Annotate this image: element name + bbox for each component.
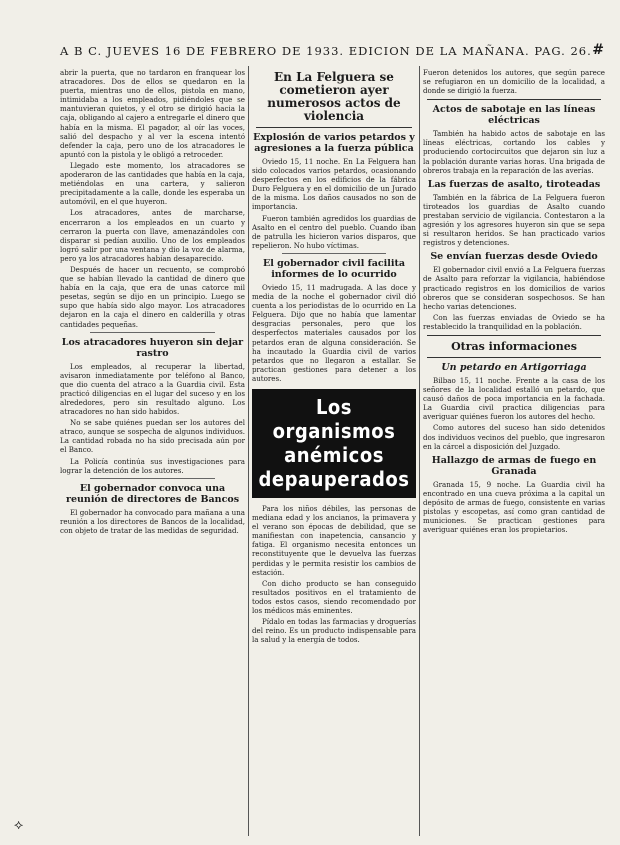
section-divider (282, 253, 386, 254)
page-corner-mark-icon: ⟡ (14, 817, 24, 833)
article-paragraph: Llegado este momento, los atracadores se apoderaron de las cantidades que había en la caja, metiéndolas en una cartera, y salieron precipitadamente a la calle, donde les esperaba un automóvil, en el que huyeron. (60, 160, 245, 207)
article-paragraph: Después de hacer un recuento, se comprobó que se habían llevado la cantidad de dinero que había en la caja, que era de unas catorce mil pesetas, según se dijo en un principio. Luego se supo que había sido algo mayor. Los atracadores dejaron en la caja el dinero en calderilla y otras cantidades pequeñas. (60, 264, 245, 329)
section-divider (427, 335, 601, 336)
headline-explosion: Explosión de varios petardos y agresiones a la fuerza pública (253, 132, 415, 154)
advert-paragraph: Pídalo en todas las farmacias y droguerías del reino. Es un producto indispensable para la salud y la energía de todos. (252, 617, 416, 645)
article-paragraph: El gobernador ha convocado para mañana a una reunión a los directores de Bancos de la localidad, con objeto de tratar de las medidas de seguridad. (60, 507, 245, 535)
page-header (60, 44, 605, 60)
headline-gobernador-civil: El gobernador civil facilita informes de lo ocurrido (262, 257, 406, 280)
article-paragraph: También en la fábrica de La Felguera fueron tiroteados los guardias de Asalto cuando prestaban servicio de vigilancia. Contestaron a la agresión y los agresores huyeron sin que se sepa si resultaron heridos. Se han practicado varios registros y detenciones. (423, 192, 605, 248)
article-paragraph: La Policía continúa sus investigaciones para lograr la detención de los autores. (60, 456, 245, 475)
column-2 (252, 68, 416, 836)
headline-felguera: En La Felguera se cometieron ayer numerosos actos de violencia (267, 70, 401, 123)
article-paragraph: Los atracadores, antes de marcharse, encerraron a los empleados en un cuarto y cerraron la puerta con llave, amenazándoles con disparar si pedían auxilio. Uno de los empleados logró salir por una ventana y dio la voz de alarma, pero ya los atracadores habían desaparecido. (60, 208, 245, 263)
advert-paragraph: Con dicho producto se han conseguido resultados positivos en el tratamiento de todos estos casos, siendo recomendado por los médicos más eminentes. (252, 578, 416, 615)
article-paragraph: Con las fuerzas enviadas de Oviedo se ha restablecido la tranquilidad en la población. (423, 312, 605, 331)
article-paragraph: Los empleados, al recuperar la libertad, avisaron inmediatamente por teléfono al Banco, que dio cuenta del atraco a la Guardia civil. Esta practicó diligencias en el lugar del suceso y en los alrededores, pero sin resultado alguno. Los atracadores no han sido habidos. (60, 361, 245, 417)
headline-sabotaje: Actos de sabotaje en las líneas eléctricas (432, 104, 596, 127)
advert-headline: Los organismos anémicos depauperados (252, 389, 416, 498)
section-divider (427, 99, 601, 100)
article-paragraph: Granada 15, 9 noche. La Guardia civil ha encontrado en una cueva próxima a la capital un depósito de armas de fuego, consistente en varias pistolas y escopetas, así como gran cantidad de municiones. Se practican gestiones para averiguar quiénes eran los propietarios. (423, 479, 605, 535)
section-divider (256, 127, 412, 128)
advert-paragraph: Para los niños débiles, las personas de mediana edad y los ancianos, la primavera y el verano son épocas de debilidad, que se manifiestan con inapetencia, cansancio y fatiga. El organismo necesita entonces un reconstituyente que le devuelva las fuerzas perdidas y le permita resistir los cambios de estación. (252, 503, 416, 577)
headline-asalto: Las fuerzas de asalto, tiroteadas (427, 178, 601, 190)
article-paragraph: Como autores del suceso han sido detenidos dos individuos vecinos del pueblo, que ingresaron en la cárcel a disposición del Juzgado. (423, 423, 605, 451)
article-paragraph: También ha habido actos de sabotaje en las líneas eléctricas, cortando los cables y produciendo cortocircuitos que dejaron sin luz a la población durante varias horas. Una brigada de obreros trabaja en la reparación de las averías. (423, 129, 605, 175)
headline-gobernador: El gobernador convoca una reunión de directores de Bancos (65, 482, 240, 505)
header-mark: # (592, 42, 605, 58)
article-paragraph: Oviedo 15, 11 madrugada. A las doce y media de la noche el gobernador civil dió cuenta a los periodistas de lo ocurrido en La Felguera. Dijo que no había que lamentar desgracias personales, pero que los desperfectos materiales causados por los petardos eran de alguna consideración. Se ha incautado la Guardia civil de varios petardos que no llegaron a estallar. Se practican gestiones para detener a los autores. (252, 282, 416, 383)
article-paragraph: Bilbao 15, 11 noche. Frente a la casa de los señores de la localidad estalló un petardo, que causó daños de poca importancia en la fachada. La Guardia civil practica diligencias para averiguar quiénes fueron los autores del hecho. (423, 375, 605, 422)
header-title: A B C. JUEVES 16 DE FEBRERO DE 1933. EDICION DE LA MAÑANA. PAG. 26. (60, 44, 592, 58)
column-1 (60, 68, 245, 836)
headline-fuerzas: Se envían fuerzas desde Oviedo (430, 251, 598, 263)
headline-hallazgo: Hallazgo de armas de fuego en Granada (431, 454, 597, 477)
headline-atracadores: Los atracadores huyeron sin dejar rastro (61, 336, 244, 359)
article-paragraph: Fueron detenidos los autores, que según parece se refugiaron en un domicilio de la localidad, a donde se dirigió la fuerza. (423, 68, 605, 96)
section-divider (427, 357, 601, 358)
article-paragraph: abrir la puerta, que no tardaron en franquear los atracadores. Dos de ellos se quedaron en la puerta, mientras uno de ellos, pistola en mano, intimidaba a los empleados, pidiéndoles que se mantuvieran quietos, y el otro se dirigió hacia la caja, obligando al cajero a entregarle el dinero que había en la misma. El pagador, al oír las voces, salió del despacho y al ver la escena intentó defender la caja, pero uno de los atracadores le apuntó con la pistola y le obligó a retroceder. (60, 68, 245, 159)
headline-artigorriaga: Un petardo en Artigorriaga (441, 361, 587, 373)
article-paragraph: Oviedo 15, 11 noche. En La Felguera han sido colocados varios petardos, ocasionando desperfectos en los edificios de la fábrica Duro Felguera y en el domicilio de un Jurado de la misma. Los daños causados no son de importancia. (252, 157, 416, 212)
article-paragraph: No se sabe quiénes puedan ser los autores del atraco, aunque se sospecha de algunos individuos. La cantidad robada no ha sido precisada aún por el Banco. (60, 418, 245, 455)
headline-otras: Otras informaciones (451, 339, 577, 353)
column-3 (423, 68, 605, 836)
column-rule (419, 66, 420, 836)
article-paragraph: El gobernador civil envió a La Felguera fuerzas de Asalto para reforzar la vigilancia, habiéndose practicado registros en los domicilios de varios obreros que se consideran sospechosos. Se han hecho varias detenciones. (423, 265, 605, 311)
column-rule (248, 66, 249, 836)
section-divider (90, 478, 215, 479)
article-paragraph: Fueron también agredidos los guardias de Asalto en el centro del pueblo. Cuando iban de patrulla les hicieron varios disparos, que repelieron. No hubo víctimas. (252, 213, 416, 250)
section-divider (90, 332, 215, 333)
